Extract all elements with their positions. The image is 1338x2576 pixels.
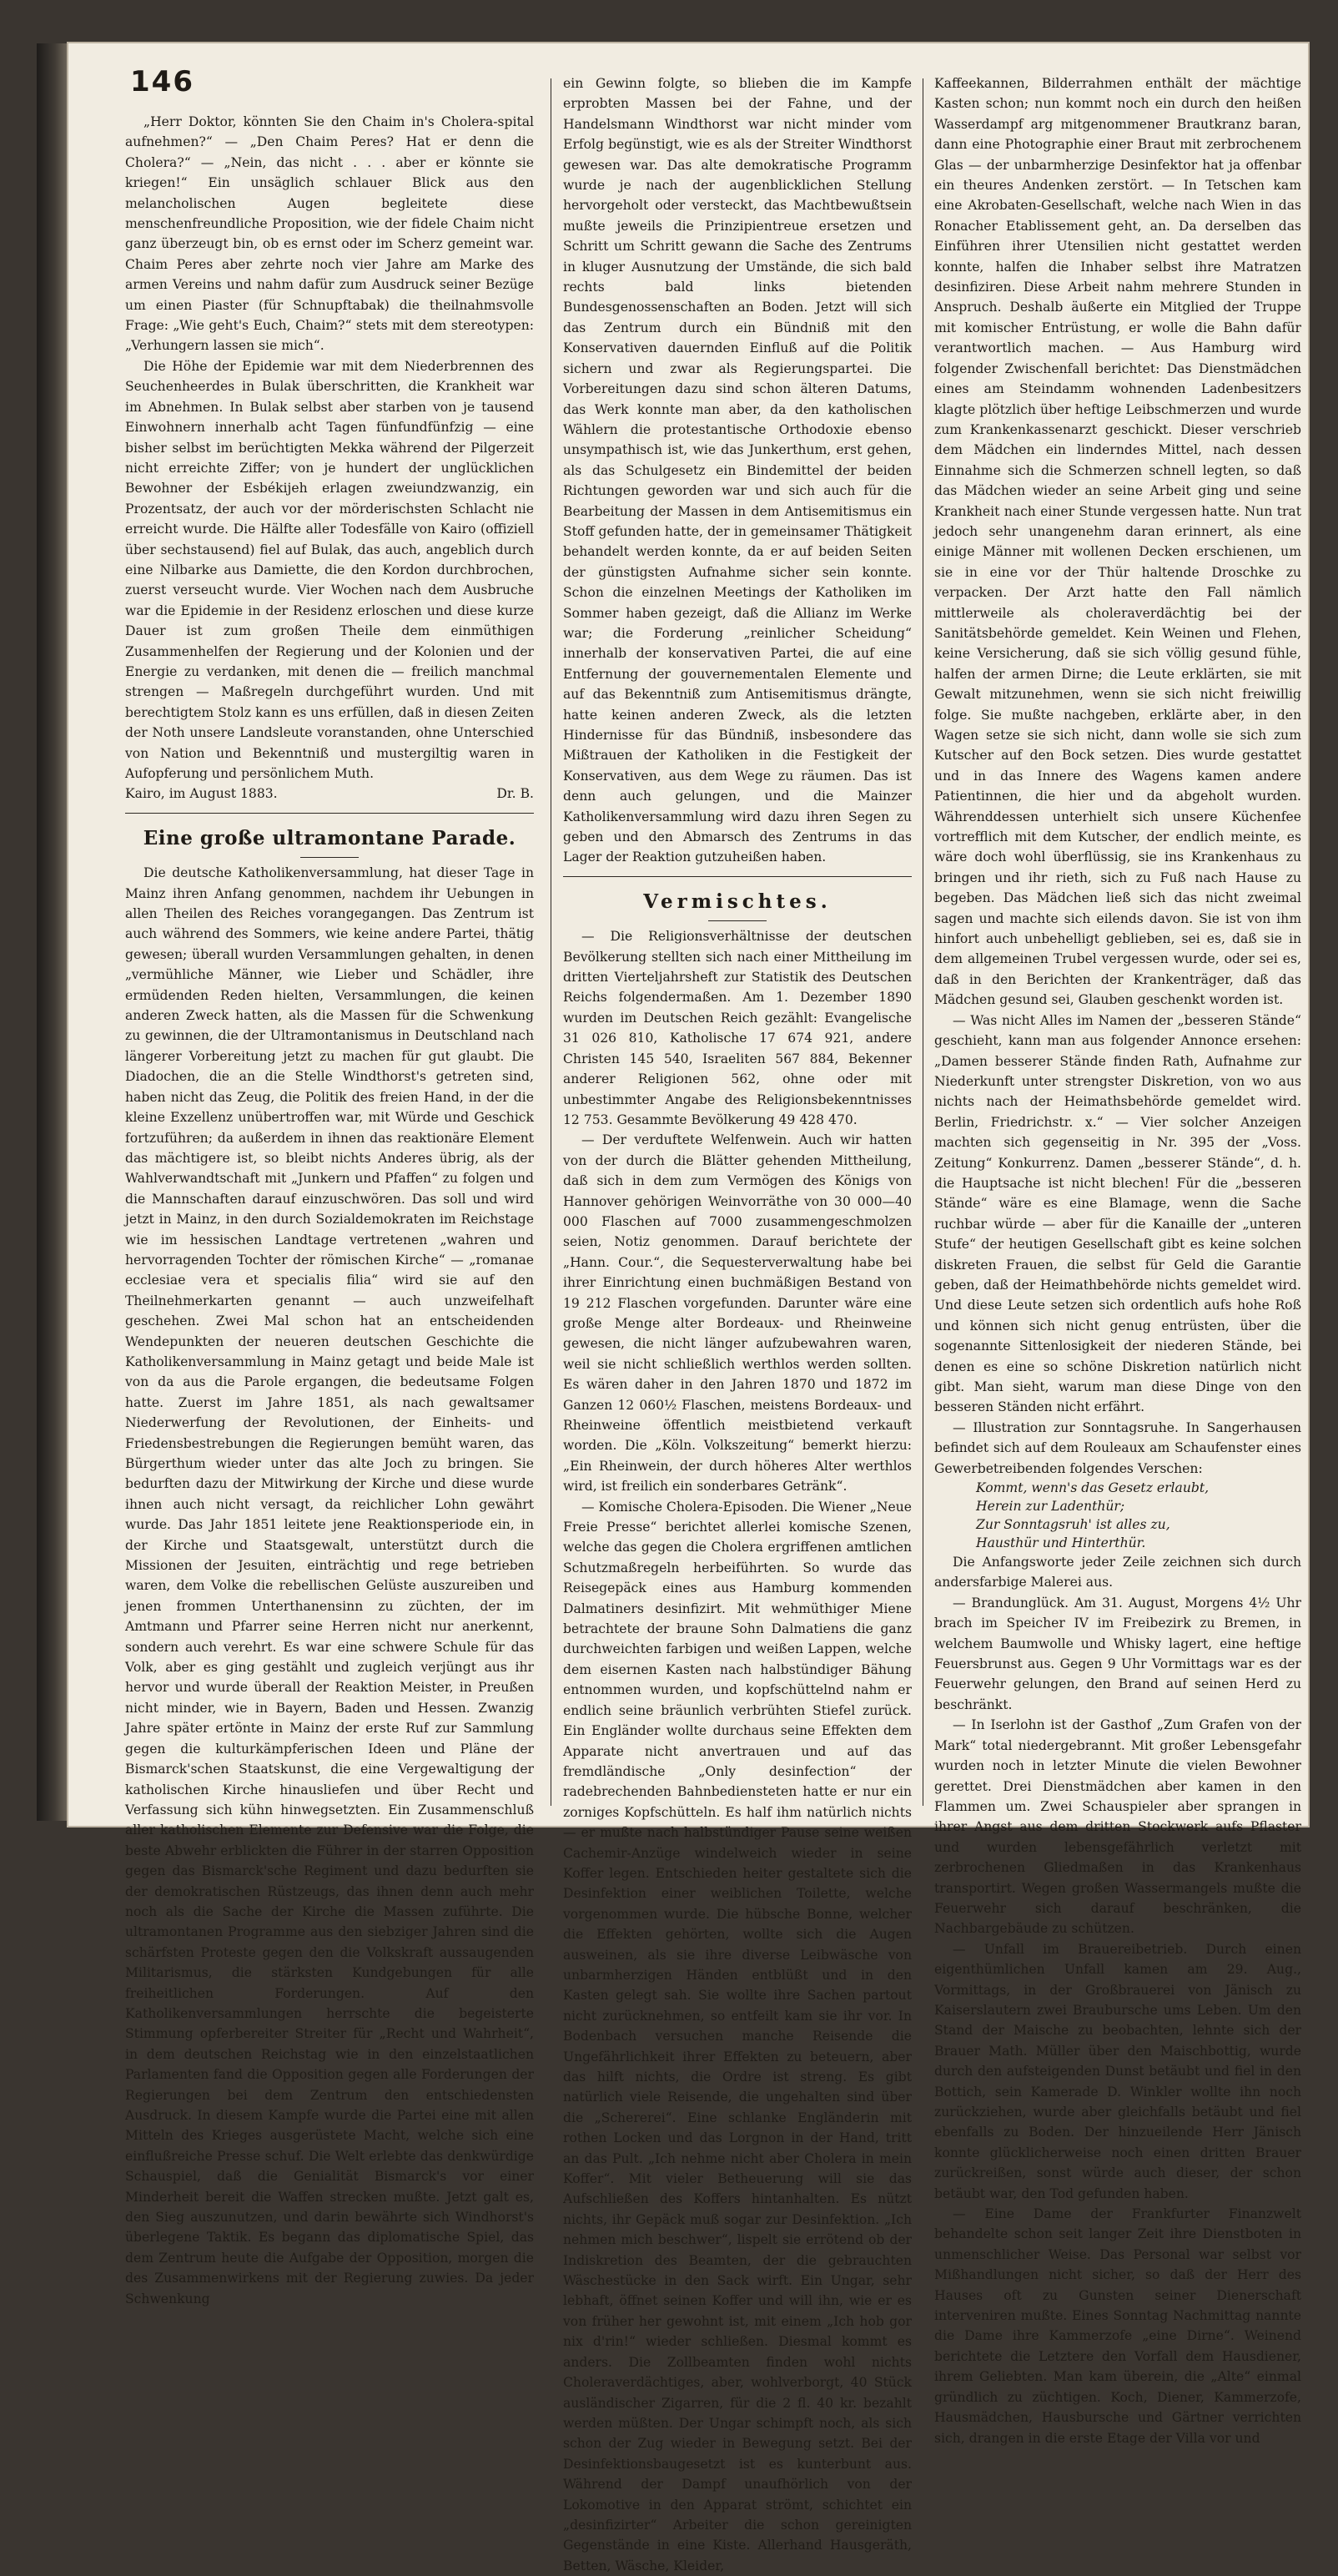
verse-line: Zur Sonntagsruh' ist alles zu, [976,1517,1170,1533]
signature-author: Dr. B. [496,786,534,802]
column-1 [125,112,534,2306]
signature-place: Kairo, im August 1883. [125,786,278,802]
article-paragraph: Die Anfangsworte jeder Zeile zeichnen sich durch andersfarbige Malerei aus. [934,1555,1301,1590]
article-paragraph: Kaffeekannen, Bilderrahmen enthält der mächtige Kasten schon; nun kommt noch ein durch den heißen Wasserdampf arg mitgenommener Brautkranz baran, dann eine Photographie einer Braut mit zerbrochenem Glas — der unbarmherzige Desinfektor hat ja offenbar ein theures Andenken zerstört. — In Tetschen kam eine Akrobaten-Gesellschaft, welche nach Wien in das Ronacher Etablissement geht, an. Da derselben das Einführen ihrer Utensilien nicht gestattet werden konnte, halfen die Inhaber selbst ihre Matratzen desinfiziren. Diese Arbeit nahm mehrere Stunden in Anspruch. Deshalb äußerte ein Mitglied der Truppe mit komischer Entrüstung, er wolle die Bahn dafür verantwortlich machen. — Aus Hamburg wird folgender Zwischenfall berichtet: Das Dienstmädchen eines am Steindamm wohnenden Ladenbesitzers klagte plötzlich über heftige Leibschmerzen und wurde zum Krankenkassenarzt geschickt. Dieser verschrieb dem Mädchen ein linderndes Mittel, nach dessen Einnahme sich die Schmerzen schnell legten, so daß das Mädchen wieder an seine Arbeit ging und seine Krankheit nach einer Stunde vergessen hatte. Nun trat jedoch sehr unangenehm daran erinnert, als eine einige Männer mit wollenen Decken erschienen, um sie in eine vor der Thür haltende Droschke zu verpacken. Der Arzt hatte den Fall nämlich mittlerweile als choleraverdächtig bei der Sanitätsbehörde gemeldet. Kein Weinen und Flehen, keine Versicherung, daß sie sich völlig gesund fühle, halfen der armen Dirne; die Leute erklärten, sie mit Gewalt mitzunehmen, wenn sie sich nicht freiwillig folge. Sie mußte nachgeben, erklärte aber, in den Wagen setze sie sich nicht, dann wolle sie sich zum Kutscher auf den Bock setzen. Dies wurde gestattet und in das Innere des Wagens kamen andere Patientinnen, die hier und da abgeholt wurden. Währenddessen unterhielt sich unsere Küchenfee vortrefflich mit dem Kutscher, der endlich meinte, es wäre doch wohl überflüssig, sie ins Krankenhaus zu bringen und ihr rieth, sich zu Fuß nach Hause zu begeben. Das Mädchen ließ sich das nicht zweimal sagen und machte sich eilends davon. Sie ist von ihm hinfort auch unbehelligt geblieben, sei es, daß sie in dem allgemeinen Trubel vergessen wurde, oder sei es, daß in den Berichten der Krankenträger, daß das Mädchen gesund sei, Glauben geschenkt worden ist. [934,76,1301,1008]
article-paragraph: — Der verduftete Welfenwein. Auch wir hatten von der durch die Blätter gehenden Mittheilung, daß sich in dem zum Vermögen des Königs von Hannover gehörigen Weinvorräthe von 30 000—40 000 Flaschen auf 7000 zusammengeschmolzen seien, Notiz genommen. Darauf berichtete der „Hann. Cour.“, die Sequesterverwaltung habe bei ihrer Einrichtung einen buchmäßigen Bestand von 19 212 Flaschen vorgefunden. Darunter wäre eine große Menge alter Bordeaux- und Rheinweine gewesen, die nicht länger aufzubewahren waren, weil sie nicht schließlich werthlos werden sollten. Es wären daher in den Jahren 1870 und 1872 im Ganzen 12 060½ Flaschen, meistens Bordeaux- und Rheinweine öffentlich meistbietend verkauft worden. Die „Köln. Volkszeitung“ bemerkt hierzu: „Ein Rheinwein, der durch höheres Alter werthlos wird, ist freilich ein sonderbares Getränk“. [563,1132,912,1495]
heading-rule [708,920,767,921]
page-number: 146 [130,65,194,98]
article-paragraph: — Unfall im Brauereibetrieb. Durch einen eigenthümlichen Unfall kamen am 29. Aug., Vormittags, in der Großbrauerei von Jänisch zu Kaiserslautern zwei Braubursche ums Leben. Um den Stand der Maische zu beobachten, lehnte sich der Brauer Math. Müller über den Maischbottig, wurde durch den aufsteigenden Dunst betäubt und fiel in den Bottich, sein Kamerade D. Winkler wollte ihn noch zurückziehen, wurde aber gleichfalls betäubt und fiel ebenfalls zu Boden. Der hinzueilende Herr Jänisch konnte glücklicherweise noch einen dritten Brauer zurückreißen, sonst würde auch dieser, der schon betäubt war, den Tod gefunden haben. [934,1941,1301,2201]
section-divider [125,813,534,814]
section-divider [563,876,912,877]
article-paragraph: Die Höhe der Epidemie war mit dem Niederbrennen des Seuchenheerdes in Bulak überschritten, die Krankheit war im Abnehmen. In Bulak selbst aber starben von je tausend Einwohnern innerhalb acht Tagen fünfundfünfzig — eine bisher selbst im berüchtigten Mekka während der Pilgerzeit nicht erreichte Ziffer; von je hundert der unglücklichen Bewohner der Esbékijeh erlagen zweiundzwanzig, ein Prozentsatz, der auch vor der mörderischsten Schlacht nie erreicht wurde. Die Hälfte aller Todesfälle von Kairo (offiziell über sechstausend) fiel auf Bulak, das auch, angeblich durch eine Nilbarke aus Damiette, die den Kordon durchbrochen, zuerst verseucht wurde. Vier Wochen nach dem Ausbruche war die Epidemie in der Residenz erloschen und diese kurze Dauer ist zum großen Theile dem einmüthigen Zusammenhelfen der Regierung und der Kolonien und der Energie zu verdanken, mit denen die — freilich manchmal strengen — Maßregeln durchgeführt wurden. Und mit berechtigtem Stolz kann es uns erfüllen, daß in diesen Zeiten der Noth unsere Landsleute voranstanden, ohne Unterschied von Nation und Bekenntniß und mustergiltig waren in Aufopferung und persönlichem Muth. [125,358,534,781]
article-paragraph: „Herr Doktor, könnten Sie den Chaim in's Cholera-spital aufnehmen?“ — „Den Chaim Peres? Hat er denn die Cholera?“ — „Nein, das nicht . . . aber er könnte sie kriegen!“ Ein unsäglich schlauer Blick aus den melancholischen Augen begleitete diese menschenfreundliche Proposition, wie der fidele Chaim nicht ganz überzeugt bin, ob es ernst oder im Scherz gemeint war. Chaim Peres aber zehrte noch vier Jahre am Marke des armen Vereins und nahm dafür zum Ausdruck seiner Bezüge um einen Piaster (für Schnupftabak) die theilnahmsvolle Frage: „Wie geht's Euch, Chaim?“ stets mit dem stereotypen: „Verhungern lassen sie mich“. [125,114,534,354]
article-paragraph: — Eine Dame der Frankfurter Finanzwelt behandelte schon seit langer Zeit ihre Dienstboten in unmenschlicher Weise. Das Personal war selbst vor Mißhandlungen nicht sicher, so daß der Herr des Hauses oft zu Gunsten seiner Dienerschaft interveniren mußte. Eines Sonntag Nachmittag nannte die Dame ihre Kammerzofe „eine Dirne“. Weinend berichtete die Letztere den Vorfall dem Hausdiener, ihrem Geliebten. Man kam überein, die „Alte“ einmal gründlich zu züchtigen. Koch, Diener, Kammerzofe, Hausmädchen, Hausbursche und Gärtner verrichten sich, drangen in die erste Etage der Villa vor und [934,2206,1301,2446]
section-heading: Vermischtes. [643,890,832,913]
article-paragraph: — Was nicht Alles im Namen der „besseren Stände“ geschieht, kann man aus folgender Annonce ersehen: „Damen besserer Stände finden Rath, Aufnahme zur Niederkunft unter strengster Diskretion, von wo aus nichts nach der Heimathsbehörde gemeldet wird. Berlin, Friedrichstr. x.“ — Vier solcher Anzeigen machten sich gegenseitig in Nr. 395 der „Voss. Zeitung“ Konkurrenz. Damen „besserer Stände“, d. h. die Hauptsache ist nicht blechen! Für die „besseren Stände“ wäre es eine Blamage, wenn die Sache ruchbar würde — aber für die Kanaille der „unteren Stufe“ der heutigen Gesellschaft gibt es keine solchen diskreten Frauen, die selbst für Geld die Garantie geben, daß der Heimathbehörde nichts gemeldet wird. Und diese Leute setzen sich ordentlich aufs hohe Roß und können sich nicht genug entrüsten, über die sogenannte Sittenlosigkeit der niederen Stände, bei denen es eine so schöne Diskretion natürlich nicht gibt. Man sieht, warum man diese Dinge von den besseren Ständen nicht erfährt. [934,1012,1301,1415]
article-paragraph: Die deutsche Katholikenversammlung, hat dieser Tage in Mainz ihren Anfang genommen, nachdem ihr Uebungen in allen Theilen des Reiches vorangegangen. Das Zentrum ist auch während des Sommers, wie keine andere Partei, thätig gewesen; überall wurden Versammlungen gehalten, in denen „vermühliche Männer, wie Lieber und Schädler, ihre ermüdenden Reden hielten, Versammlungen, die keinen anderen Zweck hatten, als die Massen für die Schwenkung zu gewinnen, die der Ultramontanismus in Deutschland nach längerer Vorbereitung jetzt zu machen für gut glaubt. Die Diadochen, die an die Stelle Windthorst's getreten sind, haben nicht das Zeug, die Politik des freien Hand, in der die kleine Exzellenz unübertroffen war, mit Würde und Geschick fortzuführen; da außerdem in ihnen das reaktionäre Element das mächtigere ist, so bleibt nichts Anderes übrig, als der Wahlverwandtschaft mit „Junkern und Pfaffen“ zu folgen und die Mannschaften darauf einzuschwören. Das soll und wird jetzt in Mainz, in den durch Sozialdemokraten im Reichstage wie im hessischen Landtage vertretenen „wahren und hervorragenden Tochter der römischen Kirche“ — „romanae ecclesiae vera et specialis filia“ wird sie auf den Theilnehmerkarten genannt — auch unzweifelhaft geschehen. Zwei Mal schon hat an entscheidenden Wendepunkten der neueren deutschen Geschichte die Katholikenversammlung in Mainz getagt und beide Male ist von da aus die Parole ergangen, die bedeutsame Folgen hatte. Zuerst im Jahre 1851, als nach gewaltsamer Niederwerfung der Revolutionen, der Einheits- und Friedensbestrebungen die Regierungen bemüht waren, das Bürgerthum wieder unter das alte Joch zu bringen. Sie bedurften dazu der Mitwirkung der Kirche und diese wurde ihnen auch nicht versagt, da reichlicher Lohn gewährt wurde. Das Jahr 1851 leitete jene Reaktionsperiode ein, in der Kirche und Staatsgewalt, unterstützt durch die Missionen der Jesuiten, einträchtig und rege betrieben waren, dem Volke die rebellischen Gelüste auszureiben und jenen frommen Unterthanensinn zu züchten, der im Amtmann und Pfarrer seine Herren nicht nur anerkennt, sondern auch verehrt. Es war eine schwere Schule für das Volk, aber es ging gestählt und zugleich verjüngt aus ihr hervor und wurde überall der Reaktion Meister, in Preußen nicht minder, wie in Bayern, Baden und Hessen. Zwanzig Jahre später ertönte in Mainz der erste Ruf zur Sammlung gegen die kulturkämpferischen Ideen und Pläne der Bismarck'schen Staatskunst, die eine Vergewaltigung der katholischen Kirche hinausliefen und über Recht und Verfassung sich kühn hinwegsetzten. Ein Zusammenschluß aller katholischen Elemente zur Defensive war die Folge, die beste Abwehr erblickten die Führer in der starren Opposition gegen das Bismarck'sche Regiment und dazu bedurften sie der demokratischen Rüstzeugs, das ihnen denn auch mehr noch als die Sache der Kirche die Massen zuführte. Die ultramontanen Programme aus den siebziger Jahren sind die schärfsten Proteste gegen den die Volkskraft aussaugenden Militarismus, die stärksten Kundgebungen für alle freiheitlichen Forderungen. Auf den Katholikenversammlungen herrschte die begeisterte Stimmung opferbereiter Streiter für „Recht und Wahrheit“, in dem deutschen Reichstag wie in den einzelstaatlichen Parlamenten fand die Opposition gegen alle Forderungen der Regierungen bei dem Zentrum den entschiedensten Ausdruck. In diesem Kampfe wurde die Partei eine mit allen Mitteln des Krieges ausgerüstete Macht, welche sich eine einflußreiche Presse schuf. Die Welt erlebte das denkwürdige Schauspiel, daß die Genialität Bismarck's vor einer Minderheit bereit die Waffen strecken mußte. Jetzt galt es, den Sieg auszunutzen, und darin bewährte sich Windhorst's überlegene Taktik. Es begann das diplomatische Spiel, das dem Zentrum heute die Aufgabe der Opposition, morgen die des Zusammenwirkens mit der Regierung zuwies. Da jeder Schwenkung [125,865,534,2306]
article-paragraph: — Brandunglück. Am 31. August, Morgens 4½ Uhr brach im Speicher IV im Freibezirk zu Bremen, in welchem Baumwolle und Whisky lagert, eine heftige Feuersbrunst aus. Gegen 9 Uhr Vormittags war es der Feuerwehr gelungen, den Brand auf seinen Herd zu beschränkt. [934,1595,1301,1712]
newspaper-page [67,42,1310,2573]
article-paragraph: — Illustration zur Sonntagsruhe. In Sangerhausen befindet sich auf dem Rouleaux am Schaufenster eines Gewerbetreibenden folgendes Verschen: [934,1419,1301,1476]
verse-line: Hausthür und Hinterthür. [976,1535,1146,1551]
book-binding [37,43,67,1821]
verse-line: Kommt, wenn's das Gesetz erlaubt, [976,1480,1210,1496]
verse-line: Herein zur Ladenthür; [976,1499,1125,1515]
article-paragraph: — Die Religionsverhältnisse der deutschen Bevölkerung stellten sich nach einer Mittheilung im dritten Vierteljahrsheft zur Statistik des Deutschen Reichs folgendermaßen. Am 1. Dezember 1890 wurden im Deutschen Reich gezählt: Evangelische 31 026 810, Katholische 17 674 921, andere Christen 145 540, Israeliten 567 884, Bekenner anderer Religionen 562, ohne oder mit unbestimmter Angabe des Religionsbekenntnisses 12 753. Gesammte Bevölkerung 49 428 470. [563,929,912,1127]
article-paragraph: — In Iserlohn ist der Gasthof „Zum Grafen von der Mark“ total niedergebrannt. Mit großer Lebensgefahr wurden noch in letzter Minute die vielen Bewohner gerettet. Drei Dienstmädchen aber kamen in den Flammen um. Zwei Schauspieler aber sprangen in ihrer Angst aus dem dritten Stockwerk aufs Pflaster und wurden lebensgefährlich verletzt mit zerbrochenen Gliedmaßen in das Krankenhaus transportirt. Wegen großen Wassermangels mußte die Feuerwehr sich darauf beschränken, die Nachbargebäude zu schützen. [934,1717,1301,1937]
column-2 [563,73,912,2573]
article-paragraph: ein Gewinn folgte, so blieben die im Kampfe erprobten Massen bei der Fahne, und der Handelsmann Windthorst war nicht minder vom Erfolg begünstigt, wie es als der Streiter Windthorst gewesen war. Das alte demokratische Programm wurde je nach der augenblicklichen Stellung hervorgeholt oder versteckt, das Machtbewußtsein mußte jeweils die Prinzipientreue ersetzen und Schritt um Schritt gewann die Sache des Zentrums in kluger Ausnutzung der Umstände, die sich bald rechts bald links bietenden Bundesgenossenschaften an Boden. Jetzt will sich das Zentrum durch ein Bündniß mit den Konservativen dauernden Einfluß auf die Politik sichern und zwar als Regierungspartei. Die Vorbereitungen dazu sind schon älteren Datums, das Werk konnte man aber, da den katholischen Wählern die protestantische Orthodoxie ebenso unsympathisch ist, wie das Junkerthum, erst gehen, als das Schulgesetz ein Bindemittel der beiden Richtungen geworden war und sich auch für die Bearbeitung der Massen in dem Antisemitismus ein Stoff gefunden hatte, der in gemeinsamer Thätigkeit behandelt werden konnte, da er auf beiden Seiten der günstigsten Aufnahme sicher sein konnte. Schon die einzelnen Meetings der Katholiken im Sommer haben gezeigt, daß die Allianz im Werke war; die Forderung „reinlicher Scheidung“ innerhalb der konservativen Partei, die auf eine Entfernung der gouvernementalen Elemente und auf das Bekenntniß zum Antisemitismus drängte, hatte keinen anderen Zweck, als die letzten Hindernisse für das Bündniß, insbesondere das Mißtrauen der Katholiken in die Festigkeit der Konservativen, aus dem Wege zu räumen. Das ist denn auch gelungen, und die Mainzer Katholikenversammlung wird dazu ihren Segen zu geben und den Abmarsch des Zentrums in das Lager der Reaktion gutzuheißen haben. [563,76,912,865]
article-signature [125,784,534,804]
article-heading: Eine große ultramontane Parade. [143,826,516,849]
column-3 [934,73,1301,2446]
article-paragraph: — Komische Cholera-Episoden. Die Wiener „Neue Freie Presse“ berichtet allerlei komische Szenen, welche das gegen die Cholera ergriffenen amtlichen Schutzmaßregeln herbeiführten. So wurde das Reisegepäck eines aus Hamburg kommenden Dalmatiners desinfizirt. Mit wehmüthiger Miene betrachtete der braune Sohn Dalmatiens die ganz durchweichten farbigen und weißen Lappen, welche dem eisernen Kasten nach halbstündiger Bähung entnommen wurden, und kopfschüttelnd nahm er endlich seine bräunlich verbrühten Stiefel zurück. Ein Engländer wollte durchaus seine Effekten dem Apparate nicht anvertrauen und auf das fremdländische „Only desinfection“ der radebrechenden Bahnbediensteten hatte er nur ein zorniges Kopfschütteln. Es half ihm natürlich nichts — er mußte nach halbstündiger Pause seine weißen Cachemir-Anzüge windelweich wieder in seine Koffer legen. Entschieden heiter gestaltete sich die Desinfektion einer weiblichen Toilette, welche vorgenommen wurde. Die hübsche Bonne, welcher die Effekten gehörten, wollte sich die Augen ausweinen, als sie ihre diverse Leibwäsche von unbarmherzigen Händen entblüßt und in den Kasten gelegt sah. Sie wollte ihre Sachen partout nicht zurücknehmen, so entfeilt kam sie ihr vor. In Bodenbach versuchen manche Reisende die Ungefährlichkeit ihrer Effekten zu beteuern, aber das hilft nichts, die Ordre ist streng. Es gibt natürlich viele Reisende, die ungehalten sind über die „Schererei“. Eine schlanke Engländerin mit rothen Locken und das Lorgnon in der Hand, tritt an das Pult. „Ich nehme nicht aber Cholera in mein Koffer“. Mit vieler Betheuerung will sie das Aufschließen des Koffers hintanhalten. Es nützt nichts, ihr Gepäck muß sogar zur Desinfektion. „Ich nehmen mich beschwer“, lispelt sie errötend ob der Indiskretion des Beamten, der die gebrauchten Wäschestücke in den Sack wirft. Ein Ungar, sehr lebhaft, öffnet seinen Koffer und will ihn, wie er es von früher her gewohnt ist, mit einem „Ich hob gor nix d'rin!“ wieder schließen. Diesmal kommt es anders. Die Zollbeamten finden wohl nichts Choleraverdächtiges, aber, wohlverborgt, 40 Stück ausländischer Zigarren, für die 2 fl. 40 kr. bezahlt werden müßten. Der Ungar schimpft noch, als sich schon der Zug wieder in Bewegung setzt. Bei der Desinfektionsbaugesetzt ist es kunterbunt aus. Während der Dampf unaufhörlich von der Lokomotive in den Apparat strömt, schichtet ein „desinfizirter“ Arbeiter die schon gereinigten Gegenstände in eine Kiste. Allerhand Hausgeräth, Betten, Wäsche, Kleider, [563,1499,912,2573]
heading-rule [300,857,359,858]
